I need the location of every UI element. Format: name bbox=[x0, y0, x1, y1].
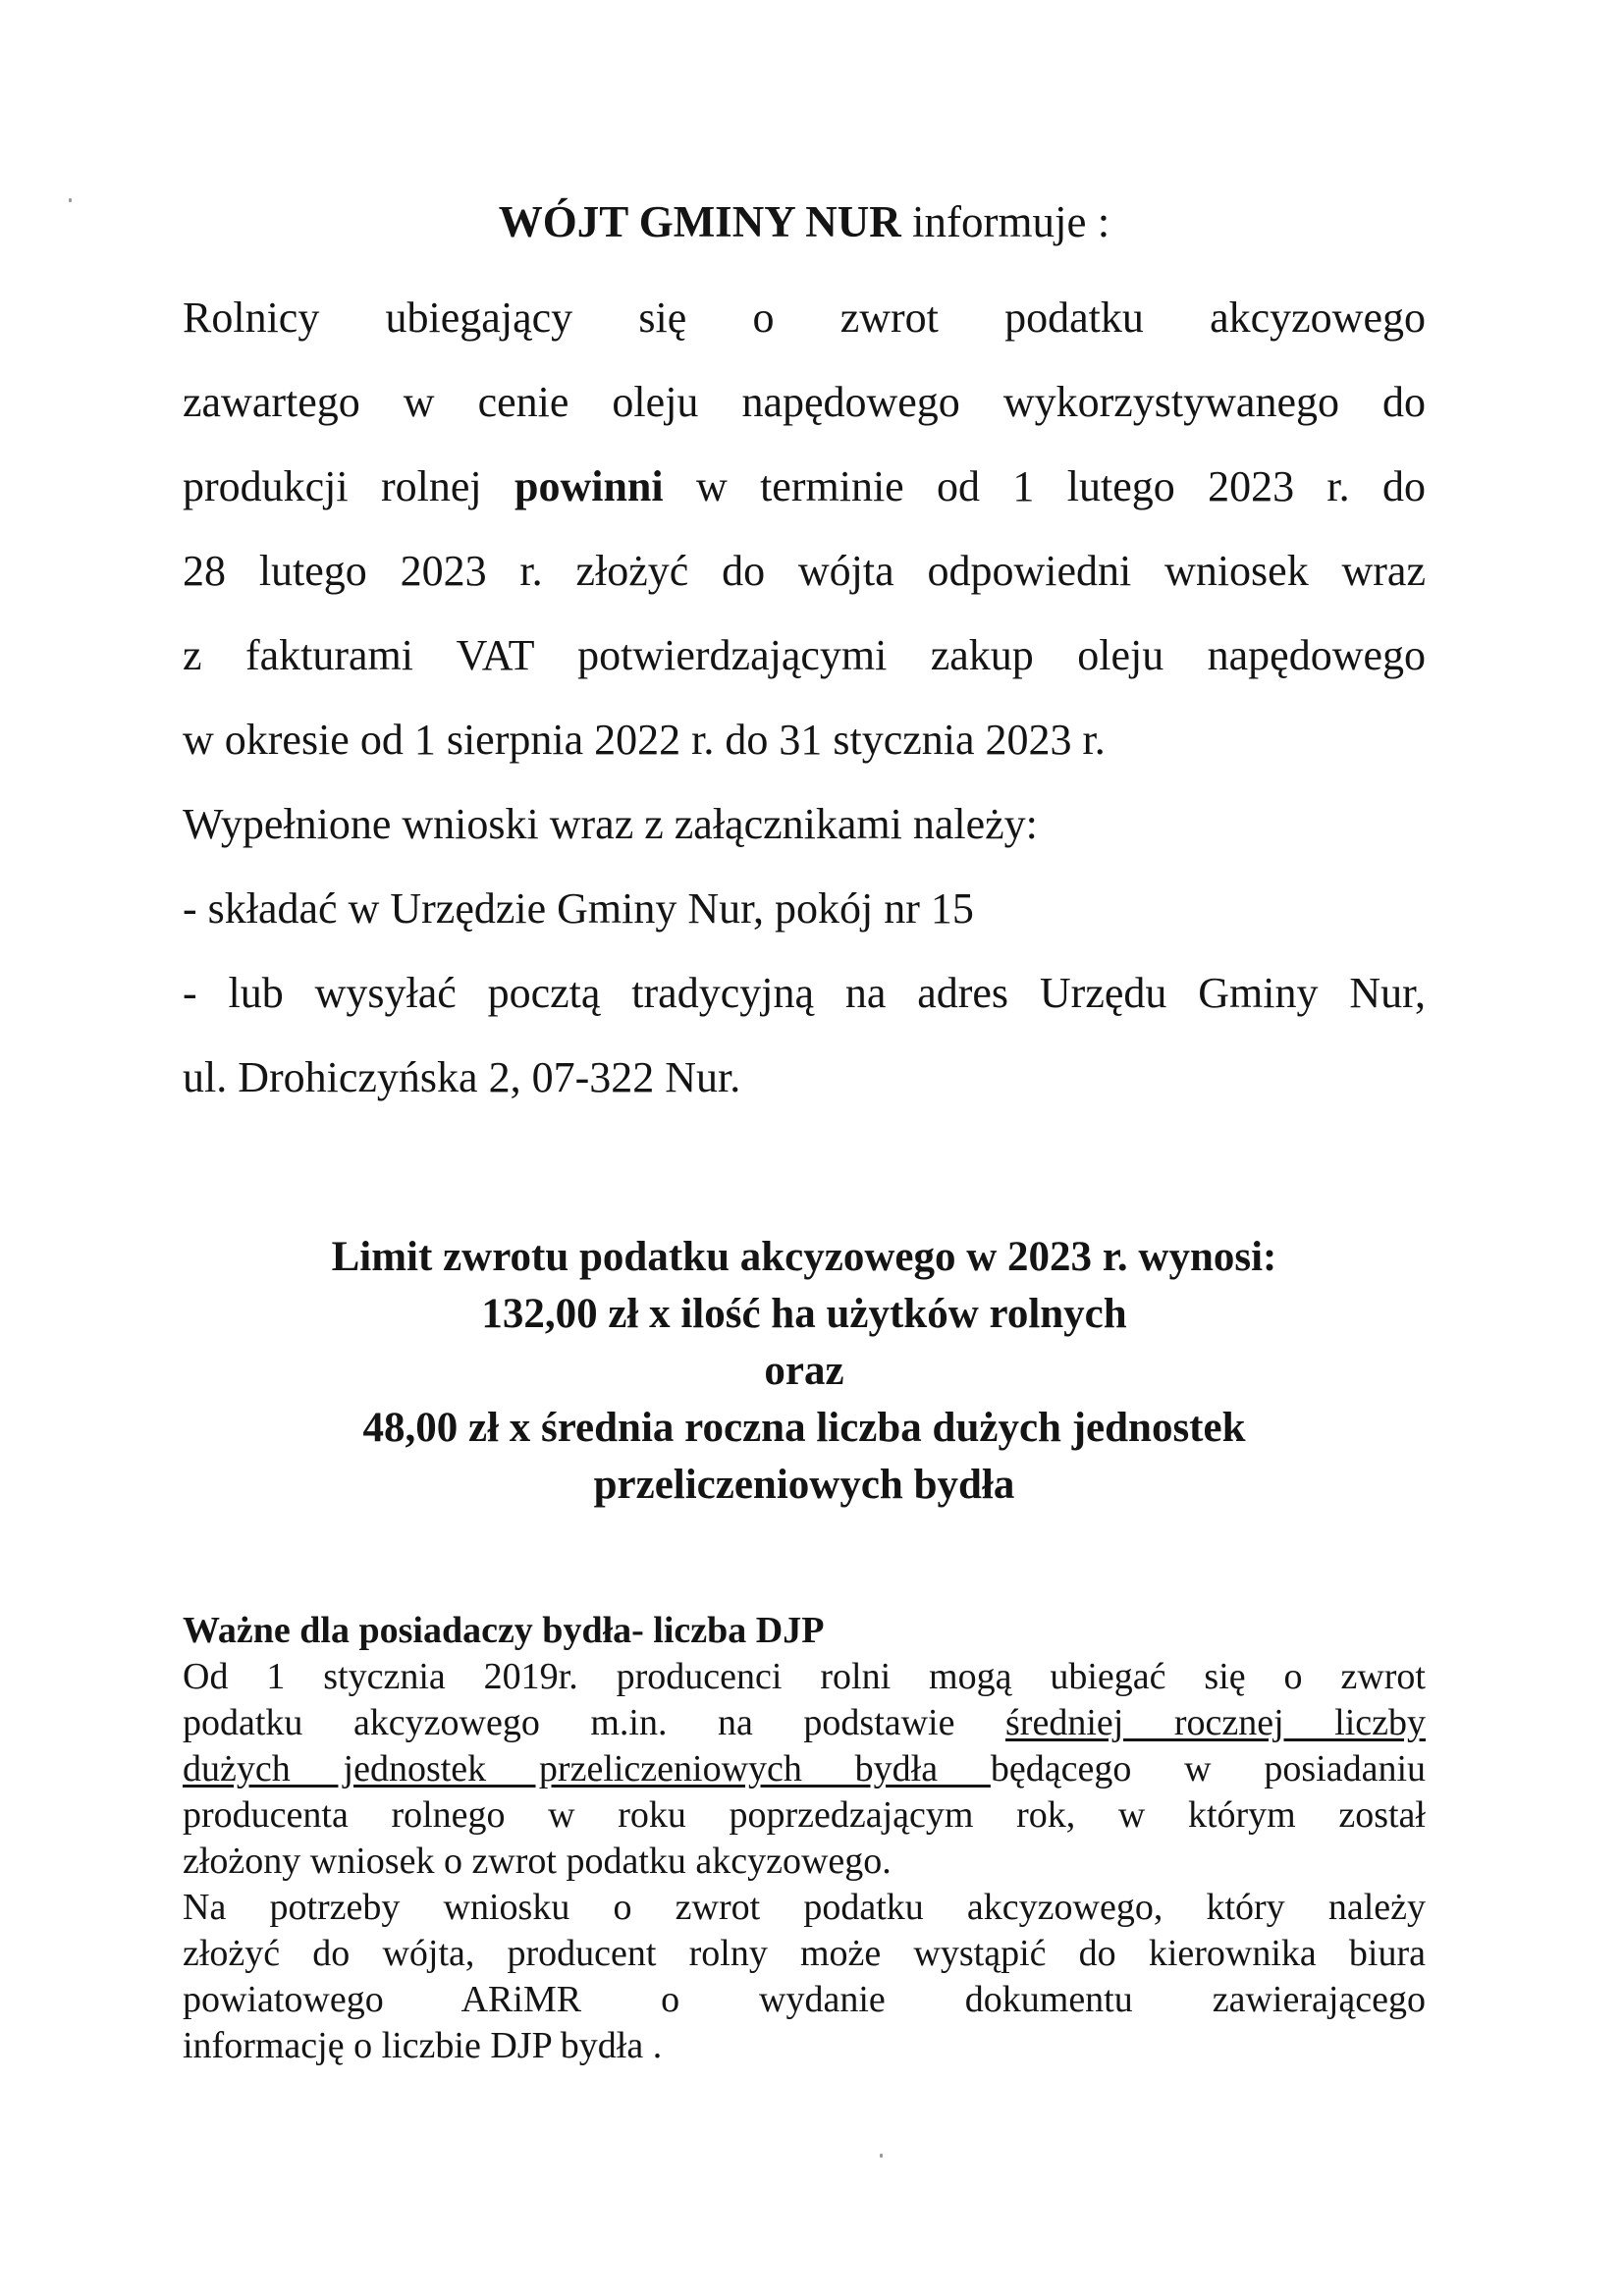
important-line: złożony wniosek o zwrot podatku akcyzowego. bbox=[183, 1841, 892, 1882]
limits-line: oraz bbox=[764, 1348, 844, 1394]
underlined-text: dużych jednostek przeliczeniowych bydła bbox=[183, 1748, 991, 1789]
notice-text: produkcji rolnej bbox=[183, 462, 514, 510]
limits-line: 48,00 zł x średnia roczna liczba dużych jednostek bbox=[362, 1405, 1246, 1451]
scan-speck bbox=[69, 198, 72, 202]
important-line bbox=[183, 1746, 1426, 1792]
notice-line: w okresie od 1 sierpnia 2022 r. do 31 stycznia 2023 r. bbox=[183, 716, 1106, 764]
important-line bbox=[183, 1700, 1426, 1746]
notice-line: Wypełnione wnioski wraz z załącznikami należy: bbox=[183, 800, 1038, 848]
limits-line: Limit zwrotu podatku akcyzowego w 2023 r. wynosi: bbox=[331, 1234, 1277, 1280]
important-line: producenta rolnego w roku poprzedzającym rok, w którym został bbox=[183, 1794, 1426, 1836]
important-heading: Ważne dla posiadaczy bydła- liczba DJP bbox=[183, 1610, 825, 1651]
important-line: Na potrzeby wniosku o zwrot podatku akcyzowego, który należy bbox=[183, 1887, 1426, 1928]
important-line: powiatowego ARiMR o wydanie dokumentu zawierającego bbox=[183, 1979, 1426, 2020]
important-section bbox=[183, 1608, 1426, 2069]
limits-section bbox=[183, 1229, 1426, 1514]
title-bold: WÓJT GMINY NUR bbox=[498, 197, 901, 246]
notice-line: zawartego w cenie oleju napędowego wykorzystywanego do bbox=[183, 378, 1426, 426]
limits-line: 132,00 zł x ilość ha użytków rolnych bbox=[481, 1291, 1127, 1337]
notice-title bbox=[183, 192, 1426, 251]
notice-text: w terminie od 1 lutego 2023 r. do bbox=[663, 462, 1426, 510]
notice-line: ul. Drohiczyńska 2, 07-322 Nur. bbox=[183, 1053, 741, 1101]
notice-line: 28 lutego 2023 r. złożyć do wójta odpowiedni wniosek wraz bbox=[183, 547, 1426, 595]
notice-body bbox=[183, 276, 1426, 1120]
title-rest: informuje : bbox=[900, 197, 1110, 246]
important-line: informację o liczbie DJP bydła . bbox=[183, 2025, 663, 2066]
notice-line: z fakturami VAT potwierdzającymi zakup oleju napędowego bbox=[183, 631, 1426, 679]
underlined-text: średniej rocznej liczby bbox=[1005, 1702, 1427, 1743]
notice-line: - lub wysyłać pocztą tradycyjną na adres Urzędu Gminy Nur, bbox=[183, 969, 1426, 1017]
notice-bold-word: powinni bbox=[514, 462, 664, 510]
notice-line bbox=[183, 445, 1426, 529]
important-text: podatku akcyzowego m.in. na podstawie bbox=[183, 1702, 1006, 1743]
limits-line: przeliczeniowych bydła bbox=[593, 1462, 1015, 1508]
scan-speck bbox=[880, 2154, 883, 2158]
important-line: Od 1 stycznia 2019r. producenci rolni mogą ubiegać się o zwrot bbox=[183, 1656, 1426, 1697]
important-text: będącego w posiadaniu bbox=[990, 1748, 1426, 1789]
important-line: złożyć do wójta, producent rolny może wystąpić do kierownika biura bbox=[183, 1933, 1426, 1974]
notice-line: Rolnicy ubiegający się o zwrot podatku akcyzowego bbox=[183, 294, 1426, 342]
notice-line: - składać w Urzędzie Gminy Nur, pokój nr 15 bbox=[183, 884, 974, 933]
